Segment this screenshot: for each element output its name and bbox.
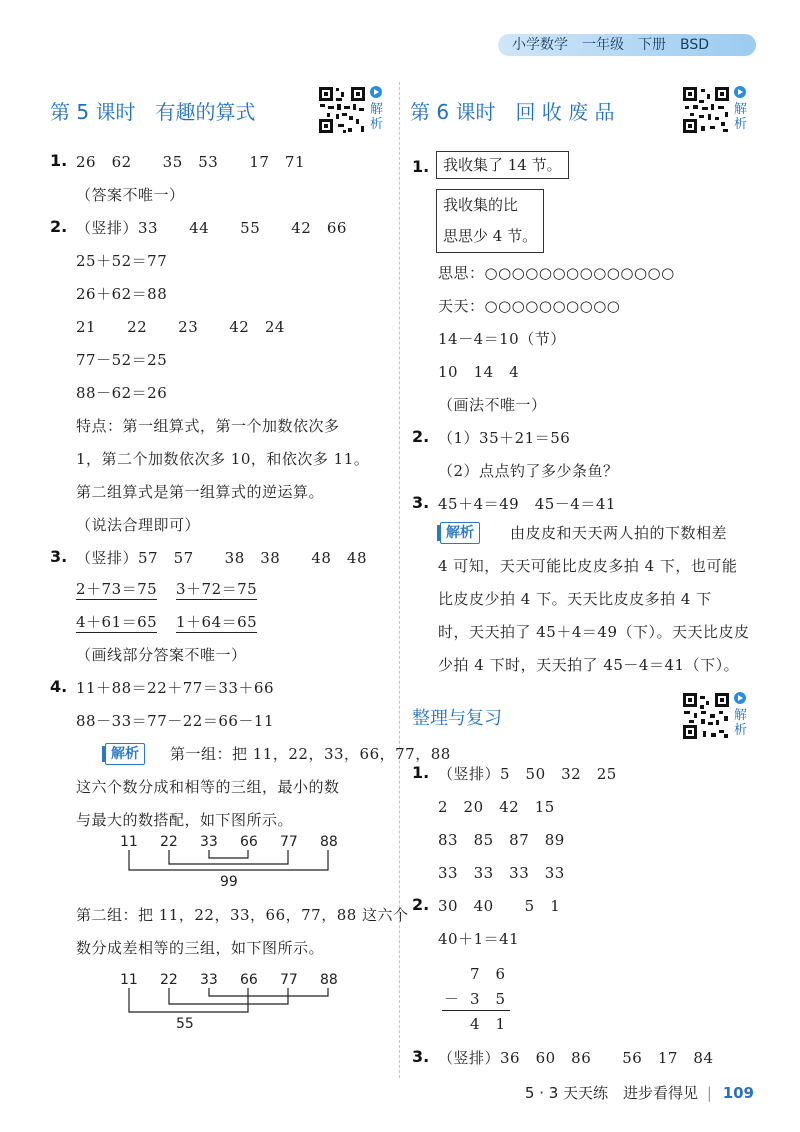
rv-q1-line: （竖排）5 50 32 25: [438, 765, 617, 783]
rv-q1-line: 33 33 33 33: [438, 864, 565, 882]
l-q3-line: （竖排）57 57 38 38 48 48: [76, 549, 368, 567]
qr-analysis-label: 解析: [370, 102, 384, 132]
diagram2-number: 22: [160, 972, 178, 988]
speech-box-2-line: 我收集的比: [443, 196, 519, 214]
diagram2-number: 33: [200, 972, 218, 988]
r-q1-calc: 14－4＝10（节）: [438, 330, 566, 348]
rv-q1-number: 1.: [412, 763, 430, 782]
diagram2-number: 11: [120, 972, 138, 988]
l-q4-line: 11＋88＝22＋77＝33＋66: [76, 679, 275, 697]
l-analysis-badge: 解析: [105, 743, 145, 765]
l-q2-line: （竖排）33 44 55 42 66: [76, 219, 347, 237]
footer-slogan: 5 · 3 天天练 进步看得见: [524, 1084, 699, 1102]
r-q1-nums: 10 14 4: [438, 363, 520, 381]
diagram1-number: 11: [120, 834, 138, 850]
page-number: 109: [722, 1084, 754, 1102]
diagram2-bracket: [129, 988, 248, 1012]
play-icon[interactable]: [370, 86, 382, 98]
r-analysis-text: 由皮皮和天天两人拍的下数相差: [510, 524, 728, 542]
r-analysis-text: 4 可知，天天可能比皮皮多拍 4 下，也可能: [438, 557, 738, 575]
speech-box-2-line: 思思少 4 节。: [443, 227, 538, 245]
l-q2-line: 88－62＝26: [76, 384, 168, 402]
rv-q3-line: （竖排）36 60 86 56 17 84: [438, 1049, 714, 1067]
rv-q2-line: 40＋1＝41: [438, 930, 520, 948]
diagram2-bracket: [209, 988, 328, 996]
speech-box-1: 我收集了 14 节。: [436, 151, 569, 179]
qr-code-icon[interactable]: [682, 86, 730, 134]
qr-code-icon[interactable]: [318, 86, 366, 134]
page-footer: [525, 1082, 754, 1103]
qr-analysis-label: 解析: [734, 102, 748, 132]
rv-q2-number: 2.: [412, 895, 430, 914]
r-analysis-text: 少拍 4 下时，天天拍了 45－4＝41（下）。: [438, 656, 740, 674]
l-q3-eq: 3＋72＝75: [176, 580, 258, 598]
diagram2-number: 77: [280, 972, 298, 988]
l-q3-number: 3.: [50, 547, 68, 566]
diagram2-number: 66: [240, 972, 258, 988]
l-q1-note: （答案不唯一）: [76, 186, 185, 204]
l-q3-eq: 2＋73＝75: [76, 580, 158, 598]
l-analysis-text: 第一组：把 11，22，33，66，77，88: [170, 745, 451, 763]
speech-box-2: [436, 189, 544, 253]
sisi-circles: 思思：○○○○○○○○○○○○○○: [438, 264, 675, 282]
l-q2-number: 2.: [50, 217, 68, 236]
difference-pairing-diagram: [110, 966, 350, 1038]
lesson6-title: 第 6 课时 回 收 废 品: [410, 100, 615, 124]
diagram1-number: 88: [320, 834, 338, 850]
l-analysis-text: 与最大的数搭配，如下图所示。: [76, 811, 294, 829]
diagram1-result: 99: [220, 874, 238, 890]
lesson5-title: 第 5 课时 有趣的算式: [50, 100, 256, 124]
diagram1-number: 33: [200, 834, 218, 850]
diagram1-bracket: [169, 850, 288, 864]
tiantian-circles: 天天：○○○○○○○○○○: [438, 297, 621, 315]
r-q2-line: （2）点点钓了多少条鱼？: [438, 462, 619, 480]
r-q3-number: 3.: [412, 493, 430, 512]
rv-q1-line: 2 20 42 15: [438, 798, 555, 816]
play-icon[interactable]: [734, 86, 746, 98]
l-q3-note: （画线部分答案不唯一）: [76, 646, 247, 664]
diagram2-number: 88: [320, 972, 338, 988]
vertical-subtraction-line: [442, 1010, 510, 1011]
r-q3-line: 45＋4＝49 45－4＝41: [438, 495, 616, 513]
header-bar: [498, 34, 756, 56]
r-q2-line: （1）35＋21＝56: [438, 429, 571, 447]
l-q4-number: 4.: [50, 677, 68, 696]
l-q2-line: 1，第二个加数依次多 10，和依次多 11。: [76, 450, 370, 468]
footer-separator: |: [706, 1084, 712, 1102]
l-q1-number: 1.: [50, 151, 68, 170]
l-q3-eq: 4＋61＝65: [76, 613, 158, 631]
qr-analysis-label: 解析: [734, 708, 748, 738]
vertical-subtraction-result: 4 1: [470, 1015, 506, 1033]
l-q2-line: 特点：第一组算式，第一个加数依次多: [76, 417, 340, 435]
qr-code-icon[interactable]: [682, 692, 730, 740]
l-q2-line: 第二组算式是第一组算式的逆运算。: [76, 483, 325, 501]
l-q3-eq: 1＋64＝65: [176, 613, 258, 631]
diagram1-number: 66: [240, 834, 258, 850]
r-analysis-text: 时，天天拍了 45＋4＝49（下）。天天比皮皮: [438, 623, 750, 641]
rv-q1-line: 83 85 87 89: [438, 831, 565, 849]
vertical-subtraction-operator: －: [444, 990, 460, 1008]
diagram2-result: 55: [176, 1016, 194, 1032]
rv-q2-line: 30 40 5 1: [438, 897, 561, 915]
column-divider: [399, 82, 400, 1078]
l-analysis-text: 这六个数分成和相等的三组，最小的数: [76, 778, 340, 796]
l-q2-line: 77－52＝25: [76, 351, 168, 369]
vertical-subtraction-second: 3 5: [470, 990, 506, 1008]
diagram1-bracket: [209, 850, 248, 858]
r-analysis-badge: 解析: [440, 522, 480, 544]
r-q2-number: 2.: [412, 427, 430, 446]
r-analysis-text: 比皮皮少拍 4 下。天天比皮皮多拍 4 下: [438, 590, 712, 608]
diagram1-number: 22: [160, 834, 178, 850]
vertical-subtraction-top: 7 6: [470, 965, 506, 983]
header-subject: 小学数学 一年级 下册 BSD: [512, 37, 710, 53]
diagram1-number: 77: [280, 834, 298, 850]
rv-q3-number: 3.: [412, 1047, 430, 1066]
play-icon[interactable]: [734, 692, 746, 704]
l-q4-line: 88－33＝77－22＝66－11: [76, 712, 275, 730]
l-q2-line: 21 22 23 42 24: [76, 318, 285, 336]
l-analysis-text: 第二组：把 11，22，33，66，77，88 这六个: [76, 906, 409, 924]
r-q1-number: 1.: [412, 157, 430, 176]
l-q2-line: 25＋52＝77: [76, 252, 168, 270]
diagram1-bracket: [129, 850, 328, 870]
l-q1-answer: 26 62 35 53 17 71: [76, 153, 306, 171]
l-q2-line: 26＋62＝88: [76, 285, 168, 303]
r-q1-note: （画法不唯一）: [438, 396, 547, 414]
l-analysis-text: 数分成差相等的三组，如下图所示。: [76, 939, 325, 957]
l-q2-line: （说法合理即可）: [76, 516, 201, 534]
sum-pairing-diagram: [110, 832, 350, 892]
review-title: 整理与复习: [412, 708, 502, 729]
